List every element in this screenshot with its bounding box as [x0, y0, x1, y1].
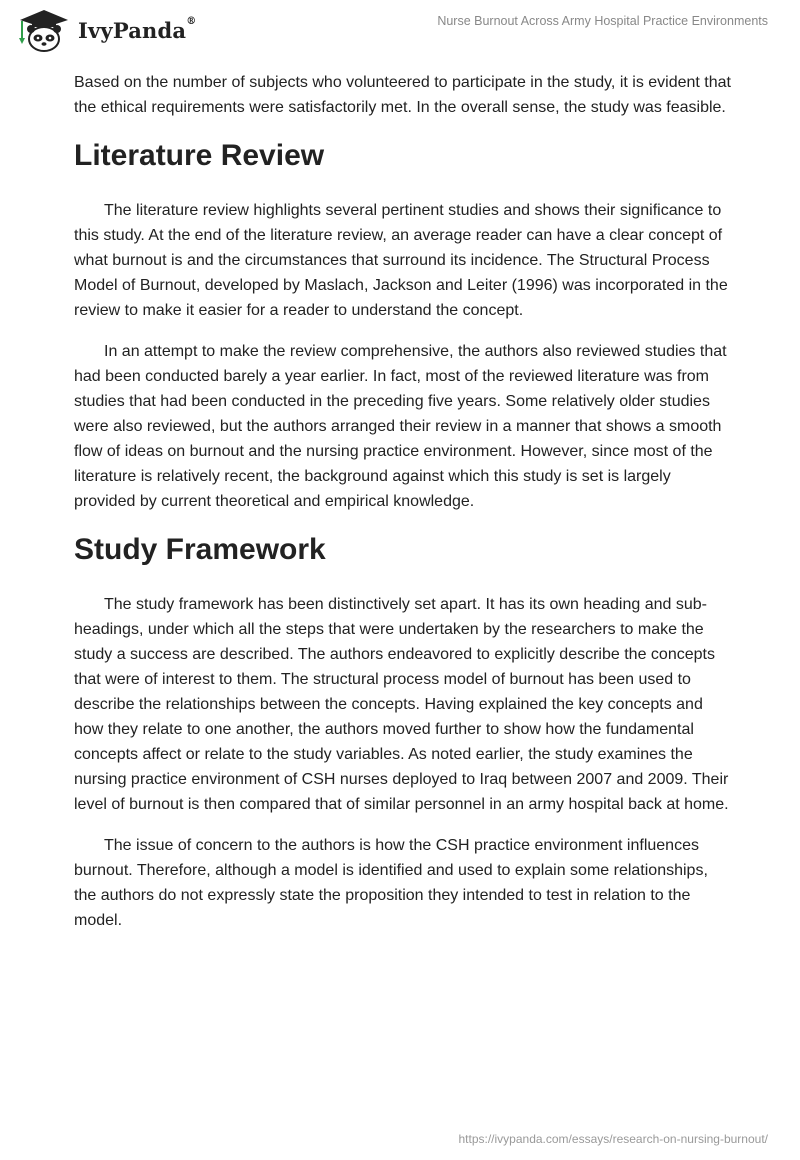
page-header: [0, 0, 800, 60]
ivypanda-logo[interactable]: [14, 8, 196, 52]
section-heading-literature-review: Literature Review: [74, 139, 325, 172]
section-heading-study-framework: Study Framework: [74, 533, 326, 566]
intro-paragraph: Based on the number of subjects who volunteered to participate in the study, it is evident that the ethical requirements were satisfactorily met. In the overall sense, the study was feasible.: [74, 74, 731, 116]
source-url-link[interactable]: https://ivypanda.com/essays/research-on-nursing-burnout/: [458, 1132, 768, 1146]
paragraph: The study framework has been distinctively set apart. It has its own heading and sub-headings, under which all the steps that were undertaken by the researchers to make the study a success are described. The authors endeavored to explicitly describe the concepts that were of interest to them. The structural process model of burnout has been used to describe the relationships between the concepts. Having explained the key concepts and how they relate to one another, the authors moved further to show how the fundamental concepts affect or relate to the study variables. As noted earlier, the study examines the nursing practice environment of CSH nurses deployed to Iraq between 2007 and 2009. Their level of burnout is then compared that of similar personnel in an army hospital back at home.: [74, 596, 729, 813]
paragraph: The issue of concern to the authors is how the CSH practice environment influences burnout. Therefore, although a model is identified and used to explain some relationships, the authors do not expressly state the proposition they intended to test in relation to the model.: [74, 837, 708, 929]
logo-text: IvyPanda®: [78, 15, 197, 43]
paragraph: The literature review highlights several pertinent studies and shows their significance to this study. At the end of the literature review, an average reader can have a clear concept of what burnout is and the circumstances that surround its incidence. The Structural Process Model of Burnout, developed by Maslach, Jackson and Leiter (1996) was incorporated in the review to make it easier for a reader to understand the concept.: [74, 202, 728, 319]
document-title: Nurse Burnout Across Army Hospital Practice Environments: [437, 14, 768, 28]
panda-graduation-cap-icon: [14, 8, 72, 52]
paragraph: In an attempt to make the review comprehensive, the authors also reviewed studies that had been conducted barely a year earlier. In fact, most of the reviewed literature was from studies that had been conducted in the preceding five years. Some relatively older studies were also reviewed, but the authors arranged their review in a manner that shows a smooth flow of ideas on burnout and the nursing practice environment. However, since most of the literature is relatively recent, the background against which this study is set is largely provided by current theoretical and empirical knowledge.: [74, 343, 727, 510]
document-body: [74, 70, 734, 949]
